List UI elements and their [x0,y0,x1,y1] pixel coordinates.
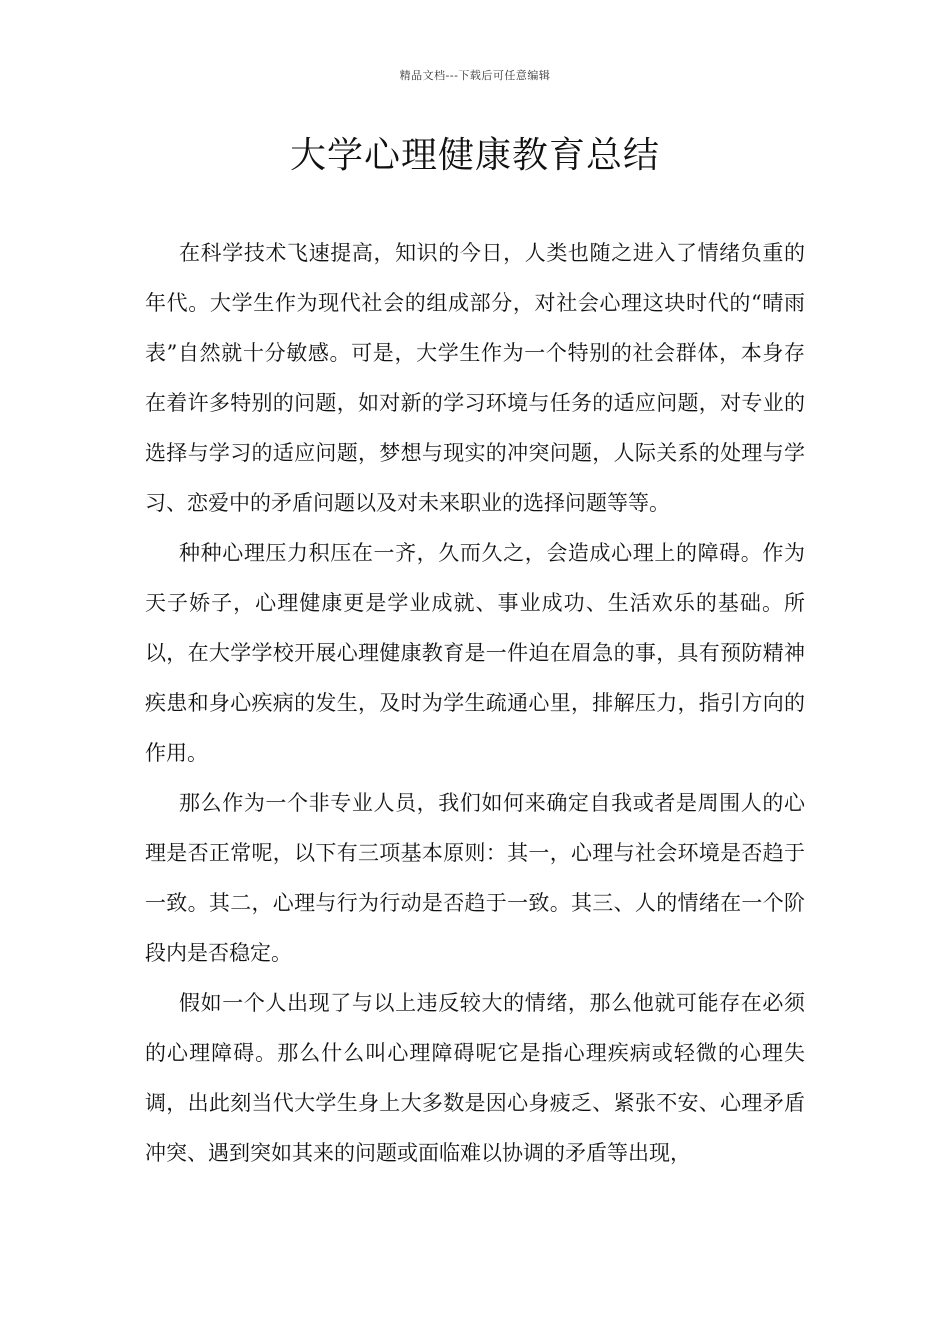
paragraph-4: 假如一个人出现了与以上违反较大的情绪，那么他就可能存在必须的心理障碍。那么什么叫心理障碍呢它是指心理疾病或轻微的心理失调，出此刻当代大学生身上大多数是因心身疲乏、紧张不安、心理矛盾冲突、遇到突如其来的问题或面临难以协调的矛盾等出现， [145,991,805,1165]
document-body [145,228,805,1178]
paragraph-1: 在科学技术飞速提高，知识的今日，人类也随之进入了情绪负重的年代。大学生作为现代社会的组成部分，对社会心理这块时代的“晴雨表”自然就十分敏感。可是，大学生作为一个特别的社会群体，本身存在着许多特别的问题，如对新的学习环境与任务的适应问题，对专业的选择与学习的适应问题，梦想与现实的冲突问题，人际关系的处理与学习、恋爱中的矛盾问题以及对未来职业的选择问题等等。 [145,241,805,515]
paragraph-3: 那么作为一个非专业人员，我们如何来确定自我或者是周围人的心理是否正常呢，以下有三项基本原则：其一，心理与社会环境是否趋于一致。其二，心理与行为行动是否趋于一致。其三、人的情绪在一个阶段内是否稳定。 [145,791,805,965]
header-note: 精品文档---下载后可任意编辑 [399,69,551,82]
paragraph-2: 种种心理压力积压在一齐，久而久之，会造成心理上的障碍。作为天子娇子，心理健康更是学业成就、事业成功、生活欢乐的基础。所以，在大学学校开展心理健康教育是一件迫在眉急的事，具有预防精神疾患和身心疾病的发生，及时为学生疏通心里，排解压力，指引方向的作用。 [145,541,805,765]
document-title: 大学心理健康教育总结 [289,135,660,176]
